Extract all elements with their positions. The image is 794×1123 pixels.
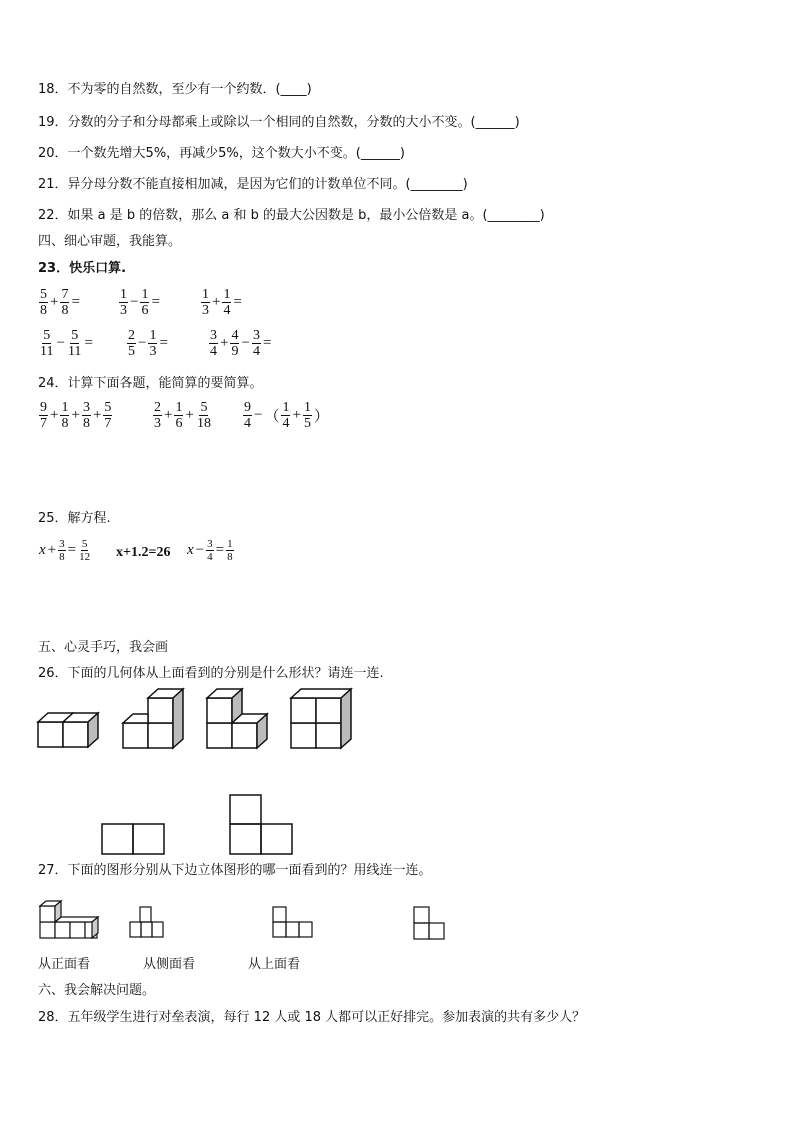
q27-label-top: 从上面看 (248, 957, 301, 972)
q26-solid-1 (36, 705, 100, 749)
q27-solid (38, 899, 100, 941)
q23-expr-5: $\frac{2}{5}$ − $\frac{1}{3}$ = (128, 328, 168, 359)
question-23-title: 23．快乐口算. (38, 261, 127, 276)
section-6-heading: 六、我会解决问题。 (38, 983, 156, 998)
question-27-title: 27．下面的图形分别从下边立体图形的哪一面看到的？用线连一连。 (38, 863, 432, 878)
q23-expr-3: $\frac{1}{3}$ + $\frac{1}{4}$ = (202, 287, 242, 318)
question-26-title: 26．下面的几何体从上面看到的分别是什么形状？请连一连. (38, 666, 384, 681)
question-28: 28．五年级学生进行对垒表演，每行 12 人或 18 人都可以正好排完。参加表演的共有多少人？ (38, 1010, 586, 1025)
question-22: 22．如果 a 是 b 的倍数，那么 a 和 b 的最大公因数是 b，最小公倍数是 a。(________) (38, 208, 545, 223)
q23-expr-6: $\frac{3}{4}$ + $\frac{4}{9}$ − $\frac{3}{4}$ = (210, 328, 272, 359)
q27-view-1 (129, 905, 165, 939)
q23-expr-4: $\frac{5}{11}$ − $\frac{5}{11}$ = (40, 328, 93, 359)
q23-expr-1: $\frac{5}{8}$ + $\frac{7}{8}$ = (40, 287, 80, 318)
q26-top-view-2 (228, 793, 294, 856)
question-20: 20．一个数先增大5%，再减少5%，这个数大小不变。(______) (38, 146, 405, 161)
section-5-heading: 五、心灵手巧，我会画 (38, 640, 169, 655)
section-4-heading: 四、细心审题，我能算。 (38, 234, 182, 249)
q27-view-3 (412, 905, 448, 941)
q25-equation-1: x + $\frac{3}{8}$ = $\frac{5}{12}$ (39, 538, 91, 563)
q27-label-side: 从侧面看 (143, 957, 196, 972)
question-25-title: 25．解方程. (38, 511, 111, 526)
question-21: 21．异分母分数不能直接相加减，是因为它们的计数单位不同。(________) (38, 177, 468, 192)
q26-solid-2 (121, 690, 185, 750)
q23-expr-2: $\frac{1}{3}$ − $\frac{1}{6}$ = (120, 287, 160, 318)
q27-view-2 (271, 905, 317, 939)
q24-expr-3: $\frac{9}{4}$ − （ $\frac{1}{4}$ + $\frac{1}{5}$ ） (244, 400, 329, 431)
q24-expr-2: $\frac{2}{3}$ + $\frac{1}{6}$ + $\frac{5}{18}$ (154, 400, 211, 431)
question-19: 19．分数的分子和分母都乘上或除以一个相同的自然数，分数的大小不变。(______) (38, 115, 520, 130)
q26-solid-3 (205, 690, 269, 750)
question-18: 18．不为零的自然数，至少有一个约数．(____) (38, 82, 312, 97)
q27-label-front: 从正面看 (38, 957, 91, 972)
question-24-title: 24．计算下面各题，能简算的要简算。 (38, 376, 263, 391)
q26-solid-4 (289, 690, 353, 750)
q25-equation-2: x+1.2=26 (116, 545, 171, 560)
q26-top-view-1 (100, 822, 166, 856)
q24-expr-1: $\frac{9}{7}$ + $\frac{1}{8}$ + $\frac{3}{8}$ + $\frac{5}{7}$ (40, 400, 112, 431)
q25-equation-3: x − $\frac{3}{4}$ = $\frac{1}{8}$ (187, 538, 233, 563)
